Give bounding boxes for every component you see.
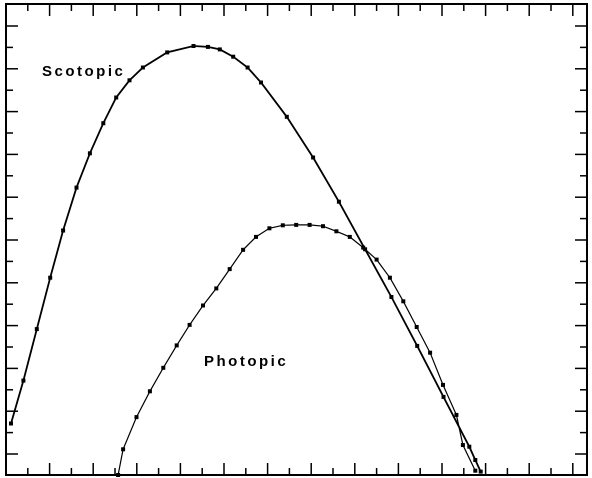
photopic-data-point	[281, 223, 285, 227]
scotopic-data-point	[218, 47, 222, 51]
scotopic-data-point	[337, 200, 341, 204]
scotopic-data-point	[311, 156, 315, 160]
photopic-data-point	[308, 223, 312, 227]
scotopic-data-point	[75, 186, 79, 190]
photopic-data-point	[135, 415, 139, 419]
photopic-data-point	[375, 258, 379, 262]
scotopic-data-point	[442, 395, 446, 399]
photopic-data-point	[361, 246, 365, 250]
scotopic-data-point	[21, 379, 25, 383]
scotopic-data-point	[9, 422, 13, 426]
photopic-data-point	[321, 224, 325, 228]
scotopic-data-point	[206, 45, 210, 49]
scotopic-data-point	[114, 96, 118, 100]
scotopic-data-point	[259, 81, 263, 85]
photopic-data-point	[428, 351, 432, 355]
photopic-data-point	[201, 304, 205, 308]
scotopic-data-point	[473, 458, 477, 462]
scotopic-data-point	[141, 66, 145, 70]
scotopic-data-point	[415, 344, 419, 348]
scotopic-data-point	[479, 470, 483, 474]
photopic-data-point	[294, 223, 298, 227]
photopic-label: Photopic	[204, 353, 289, 370]
scotopic-data-point	[35, 327, 39, 331]
scotopic-data-point	[101, 121, 105, 125]
data-series	[9, 44, 483, 477]
photopic-data-point	[214, 286, 218, 290]
photopic-data-point	[121, 447, 125, 451]
photopic-data-point	[388, 276, 392, 280]
photopic-data-point	[454, 413, 458, 417]
scotopic-curve	[11, 46, 481, 472]
photopic-curve	[118, 225, 475, 475]
photopic-data-point	[188, 323, 192, 327]
scotopic-data-point	[48, 276, 52, 280]
photopic-points	[116, 223, 477, 477]
photopic-data-point	[116, 473, 120, 477]
photopic-data-point	[415, 325, 419, 329]
photopic-data-point	[241, 248, 245, 252]
photopic-data-point	[267, 226, 271, 230]
photopic-data-point	[161, 366, 165, 370]
photopic-data-point	[228, 267, 232, 271]
scotopic-data-point	[61, 229, 65, 233]
photopic-data-point	[334, 229, 338, 233]
scotopic-data-point	[389, 295, 393, 299]
photopic-data-point	[348, 235, 352, 239]
scotopic-data-point	[246, 66, 250, 70]
photopic-data-point	[473, 469, 477, 473]
scotopic-points	[9, 44, 483, 474]
scotopic-data-point	[88, 151, 92, 155]
scotopic-label: Scotopic	[42, 63, 126, 80]
photopic-data-point	[461, 443, 465, 447]
scotopic-data-point	[285, 115, 289, 119]
photopic-data-point	[254, 235, 258, 239]
scotopic-data-point	[165, 50, 169, 54]
photopic-data-point	[401, 299, 405, 303]
scotopic-data-point	[467, 445, 471, 449]
photopic-data-point	[175, 343, 179, 347]
photopic-data-point	[441, 383, 445, 387]
scotopic-data-point	[128, 78, 132, 82]
scotopic-data-point	[231, 55, 235, 59]
photopic-data-point	[148, 389, 152, 393]
scotopic-data-point	[192, 44, 196, 48]
